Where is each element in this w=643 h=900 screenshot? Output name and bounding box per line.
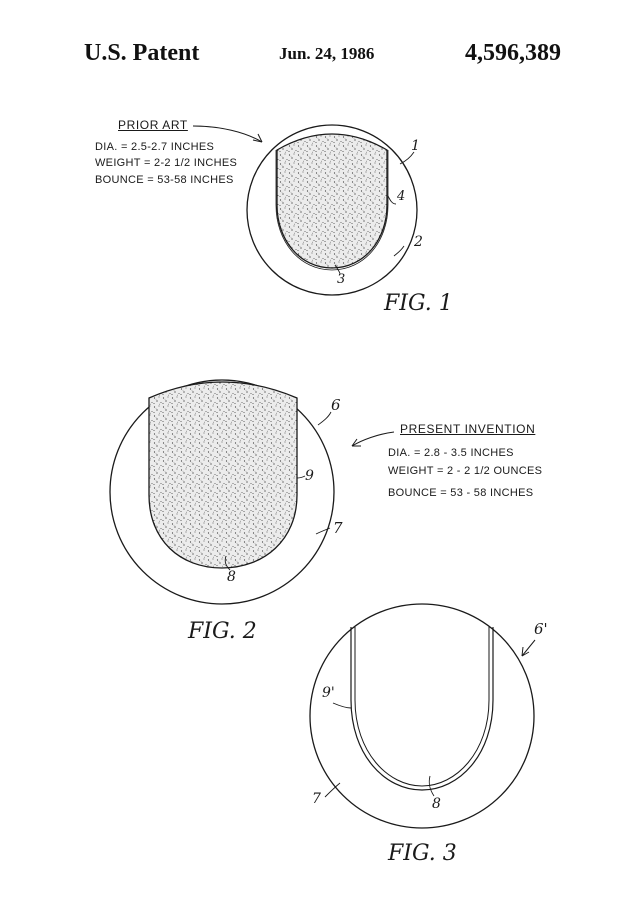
fig3-ref-8: 8 xyxy=(432,796,441,812)
fig3-leader-9prime xyxy=(333,703,351,708)
fig3-ball xyxy=(310,604,534,828)
fig3-outer-circle xyxy=(310,604,534,828)
patent-label: U.S. Patent xyxy=(84,40,200,66)
fig2-leader-7 xyxy=(316,528,330,534)
fig1-leader-4 xyxy=(388,196,396,204)
fig2-note-bounce: BOUNCE = 53 - 58 INCHES xyxy=(388,487,534,499)
patent-date: Jun. 24, 1986 xyxy=(279,44,375,63)
fig2-leader-9 xyxy=(297,476,305,478)
fig1-note-dia: DIA. = 2.5-2.7 INCHES xyxy=(95,141,215,153)
fig1-core xyxy=(277,134,387,268)
fig3-leader-8 xyxy=(429,776,434,796)
fig1-note-weight: WEIGHT = 2-2 1/2 INCHES xyxy=(95,157,238,169)
fig3-ref-7: 7 xyxy=(312,791,321,807)
fig3-caption: FIG. 3 xyxy=(388,841,457,866)
patent-number: 4,596,389 xyxy=(465,40,561,66)
fig2-ref-8: 8 xyxy=(227,569,236,585)
fig1-note-bounce: BOUNCE = 53-58 INCHES xyxy=(95,174,234,186)
fig2-ref-6: 6 xyxy=(331,396,341,414)
fig1-leader-2 xyxy=(394,246,404,256)
fig1-ref-3: 3 xyxy=(337,272,346,287)
fig2-ball xyxy=(110,380,334,604)
fig2-caption: FIG. 2 xyxy=(188,619,257,644)
fig1-arrow-line xyxy=(193,126,262,142)
fig3-ref-6prime: 6' xyxy=(534,620,548,638)
fig3-ref-9prime: 9' xyxy=(322,685,335,701)
fig2-leader-6 xyxy=(318,412,331,425)
fig3-core-inner xyxy=(355,627,489,786)
fig3-arrow-line xyxy=(522,640,535,656)
fig2-note-dia: DIA. = 2.8 - 3.5 INCHES xyxy=(388,447,514,459)
fig1-ref-2: 2 xyxy=(414,234,423,250)
fig2-ref-9: 9 xyxy=(305,468,314,484)
fig2-arrow-head xyxy=(352,439,361,446)
fig1-ref-4: 4 xyxy=(397,189,406,204)
fig3-core-outer xyxy=(351,627,493,790)
fig2-arrow-line xyxy=(352,432,394,446)
fig2-note-title: PRESENT INVENTION xyxy=(400,422,536,436)
fig1-ref-1: 1 xyxy=(411,138,420,154)
fig1-caption: FIG. 1 xyxy=(384,291,453,316)
fig2-ref-7: 7 xyxy=(333,519,343,537)
fig2-core xyxy=(149,382,297,568)
fig1-ball xyxy=(247,125,417,295)
fig1-note-title: PRIOR ART xyxy=(118,118,188,132)
fig2-note-weight: WEIGHT = 2 - 2 1/2 OUNCES xyxy=(388,465,543,477)
